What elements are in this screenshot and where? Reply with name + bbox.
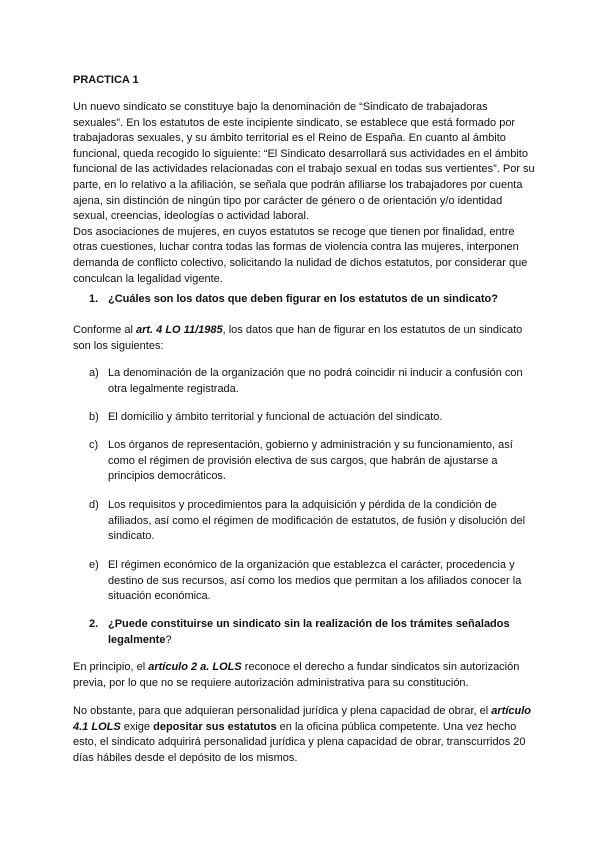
law-reference-lo-11-1985: art. 4 LO 11/1985 — [135, 324, 223, 336]
answer-2-p2-emphasis: depositar sus estatutos — [153, 720, 277, 733]
law-reference-art-4-1-lols: artículo 4.1 LOLS — [73, 705, 532, 733]
list-item — [89, 366, 539, 397]
question-1 — [89, 292, 529, 308]
case-statement-text-1: Un nuevo sindicato se constituye bajo la denominación de “Sindicato de trabajadoras sexuales”. En los estatutos de este incipiente sindicato, se establece que está formado por trabajadoras sexuales, y su ámbito territorial es el Reino de España. En cuanto al ámbito funcional, queda recogido lo siguiente: “El Sindicato desarrollará sus actividades en el ámbito funcional de las actividades relacionadas con el trabajo sexual en todas sus vertientes”. Por su parte, en lo relativo a la afiliación, se señala que podrán afiliarse los trabajadores por cuenta ajena, sin distinción de ningún tipo por carácter de género o de orientación y/o identidad sexual, creencias, ideologías o actividad laboral. — [73, 101, 535, 223]
list-item-marker: b) — [89, 411, 99, 423]
list-item-text: El domicilio y ámbito territorial y funcional de actuación del sindicato. — [108, 411, 443, 423]
list-item-text: Los órganos de representación, gobierno y administración y su funcionamiento, así como el régimen de provisión electiva de sus cargos, que habrán de ajustarse a principios democráticos. — [108, 439, 513, 483]
list-item-text: Los requisitos y procedimientos para la adquisición y pérdida de la condición de afiliados, así como el régimen de modificación de estatutos, de fusión y disolución del sindicato. — [108, 499, 526, 543]
list-item-marker: d) — [89, 499, 99, 511]
case-statement — [73, 100, 538, 287]
answer-1-intro-before: Conforme al — [73, 324, 136, 336]
list-item — [89, 558, 539, 605]
list-item-marker: e) — [89, 559, 99, 571]
list-item-text: El régimen económico de la organización que establezca el carácter, procedencia y destino de sus recursos, así como los medios que permitan a los afiliados conocer la situación económica. — [108, 559, 522, 603]
list-item — [89, 410, 539, 426]
case-statement-text-2: Dos asociaciones de mujeres, en cuyos estatutos se recoge que tienen por finalidad, entre otras cuestiones, luchar contra todas las formas de violencia contra las mujeres, interponen demanda de conflicto colectivo, solicitando la nulidad de dichos estatutos, por considerar que conculcan la legalidad vigente. — [73, 225, 528, 285]
question-2 — [89, 617, 529, 648]
list-item — [89, 438, 539, 485]
answer-1-intro-after: , los datos que han de figurar en los estatutos de un sindicato son los siguientes: — [73, 324, 523, 352]
list-item — [89, 498, 539, 545]
answer-2-p2-before: No obstante, para que adquieran personalidad jurídica y plena capacidad de obrar, el — [73, 705, 492, 717]
answer-1-intro — [73, 323, 538, 354]
list-item-marker: a) — [89, 367, 99, 379]
list-item-text: La denominación de la organización que no podrá coincidir ni inducir a confusión con otra legalmente registrada. — [108, 367, 523, 395]
question-2-text-wrap — [108, 617, 526, 648]
answer-2-paragraph-2 — [73, 704, 538, 766]
answer-2-p2-after: en la oficina pública competente. Una vez hecho esto, el sindicato adquirirá personalidad jurídica y plena capacidad de obrar, transcurridos 20 días hábiles desde el depósito de los mismos. — [73, 720, 526, 764]
answer-2-p1-after: reconoce el derecho a fundar sindicatos sin autorización previa, por lo que no se requiere autorización administrativa para su constitución. — [73, 661, 520, 689]
law-reference-art-2a-lols: artículo 2 a. LOLS — [148, 661, 242, 673]
question-2-number: 2. — [89, 618, 99, 630]
answer-2-p2-mid: exige — [120, 720, 154, 733]
question-1-text: ¿Cuáles son los datos que deben figurar en los estatutos de un sindicato? — [108, 293, 498, 305]
document-title: PRACTICA 1 — [73, 74, 139, 86]
question-2-text: ¿Puede constituirse un sindicato sin la realización de los trámites señalados legalmente — [108, 618, 510, 646]
answer-2-paragraph-1 — [73, 660, 538, 691]
question-1-number: 1. — [89, 293, 99, 305]
question-2-end: ? — [165, 633, 172, 646]
answer-2-p1-before: En principio, el — [73, 661, 149, 673]
list-item-marker: c) — [89, 439, 99, 451]
